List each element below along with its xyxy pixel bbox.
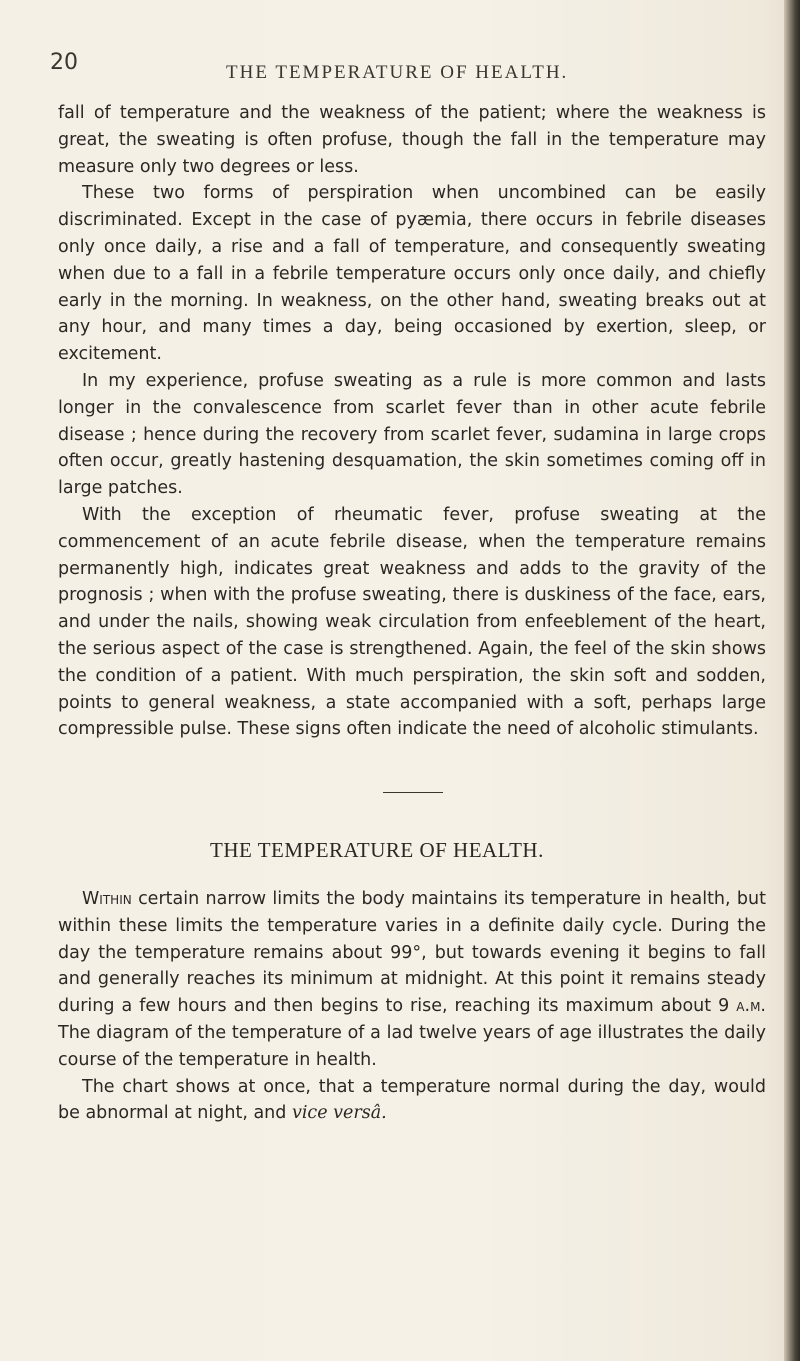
section-divider-rule (383, 792, 443, 793)
paragraph: These two forms of perspiration when uncombined can be easily discriminated. Except in the case of pyæmia, there occurs in febrile diseases only once daily, a rise and a fall of temperature, and consequently sweating when due to a fall in a febrile temperature occurs only once daily, and chiefly early in the morning. In weakness, on the other hand, sweating breaks out at any hour, and many times a day, being occasioned by exertion, sleep, or excitement. (58, 183, 766, 365)
paragraph-lead-word: Within (82, 889, 132, 909)
paragraph-continuation: fall of temperature and the weakness of the patient; where the weakness is great, the sweating is often profuse, though the fall in the temperature may measure only two degrees or less. (58, 103, 766, 177)
page-number: 20 (50, 50, 78, 75)
paragraph (58, 886, 766, 1074)
paragraph (58, 1074, 766, 1128)
section-2-text (58, 886, 766, 1127)
section-heading: THE TEMPERATURE OF HEALTH. (210, 838, 544, 862)
paragraph-text: certain narrow limits the body maintains its temperature in health, but within these limits the temperature varies in a definite daily cycle. During the day the temperature remains about 99°, but towards evening it begins to fall and generally reaches its minimum at midnight. At this point it remains steady during a few hours and then begins to rise, reaching its maximum about 9 (58, 889, 766, 1017)
paragraph-text: The chart shows at once, that a temperature normal during the day, would be abnormal at night, and (58, 1076, 766, 1124)
running-head: THE TEMPERATURE OF HEALTH. (226, 62, 569, 83)
italic-phrase: vice versâ. (291, 1103, 387, 1124)
book-binding-edge (784, 0, 800, 1361)
paragraph-text: The diagram of the temperature of a lad twelve years of age illustrates the daily course of the temperature in health. (58, 1022, 766, 1070)
paragraph: In my experience, profuse sweating as a rule is more common and lasts longer in the convalescence from scarlet fever than in other acute febrile disease ; hence during the recovery from scarlet fever, sudamina in large crops often occur, greatly hastening desquamation, the skin sometimes coming off in large patches. (58, 370, 766, 499)
time-abbreviation: a.m. (736, 996, 766, 1017)
section-1-text (58, 100, 766, 743)
paragraph: With the exception of rheumatic fever, profuse sweating at the commencement of an acute febrile disease, when the temperature remains permanently high, indicates great weakness and adds to the gravity of the prognosis ; when with the profuse sweating, there is duskiness of the face, ears, and under the nails, showing weak circulation from enfeeblement of the heart, the serious aspect of the case is strengthened. Again, the feel of the skin shows the condition of a patient. With much perspiration, the skin soft and sodden, points to general weakness, a state accompanied with a soft, perhaps large compressible pulse. These signs often indicate the need of alcoholic stimulants. (58, 504, 766, 740)
